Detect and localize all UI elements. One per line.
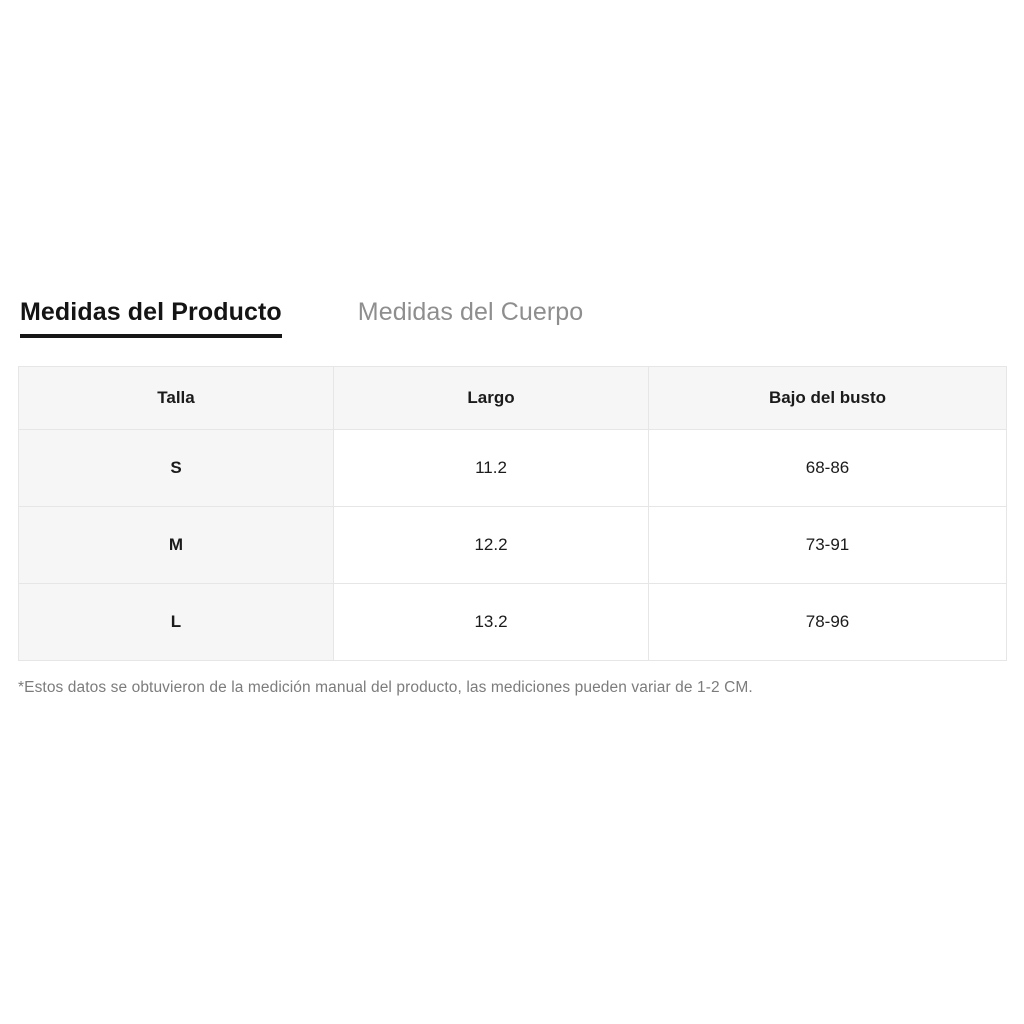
cell-size: S	[19, 430, 334, 507]
measurement-tabs	[18, 298, 1006, 338]
table-header-row	[19, 367, 1007, 430]
cell-length: 12.2	[334, 507, 649, 584]
tab-product-measurements[interactable]: Medidas del Producto	[20, 298, 282, 338]
size-chart-content	[18, 298, 1006, 697]
cell-length: 11.2	[334, 430, 649, 507]
table-row	[19, 584, 1007, 661]
size-table	[18, 366, 1007, 661]
table-row	[19, 430, 1007, 507]
cell-size: M	[19, 507, 334, 584]
column-header-underbust: Bajo del busto	[649, 367, 1007, 430]
cell-underbust: 68-86	[649, 430, 1007, 507]
size-table-wrapper	[18, 366, 1006, 661]
cell-size: L	[19, 584, 334, 661]
column-header-length: Largo	[334, 367, 649, 430]
cell-length: 13.2	[334, 584, 649, 661]
column-header-size: Talla	[19, 367, 334, 430]
measurement-disclaimer: *Estos datos se obtuvieron de la medición manual del producto, las mediciones pueden variar de 1-2 CM.	[18, 679, 753, 696]
tab-body-measurements[interactable]: Medidas del Cuerpo	[357, 298, 584, 326]
cell-underbust: 73-91	[649, 507, 1007, 584]
cell-underbust: 78-96	[649, 584, 1007, 661]
table-row	[19, 507, 1007, 584]
